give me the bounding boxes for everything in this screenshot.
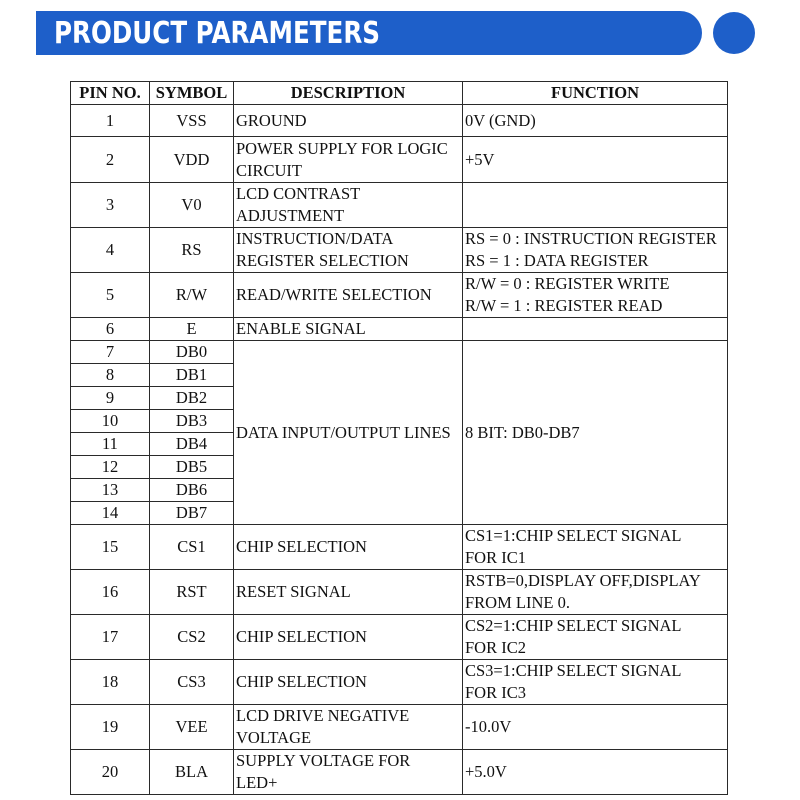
function-cell (463, 750, 728, 795)
pin-number-cell: 17 (71, 615, 150, 660)
pin-number-cell: 15 (71, 525, 150, 570)
function-cell (463, 705, 728, 750)
pin-number-cell: 3 (71, 183, 150, 228)
pin-number-cell: 4 (71, 228, 150, 273)
pin-number-cell: 16 (71, 570, 150, 615)
data-lines-function-cell (463, 341, 728, 525)
pin-number-cell: 5 (71, 273, 150, 318)
function-line: CS2=1:CHIP SELECT SIGNAL (465, 616, 682, 635)
function-line: -10.0V (465, 717, 512, 736)
description-cell (234, 183, 463, 228)
pin-number-cell: 12 (71, 456, 150, 479)
symbol-cell: V0 (150, 183, 234, 228)
symbol-cell: R/W (150, 273, 234, 318)
function-cell (463, 660, 728, 705)
description-line: VOLTAGE (236, 728, 312, 747)
description-line: LCD CONTRAST (236, 184, 361, 203)
function-line: RS = 0 : INSTRUCTION REGISTER (465, 229, 717, 248)
description-line: INSTRUCTION/DATA (236, 229, 394, 248)
pin-number-cell: 8 (71, 364, 150, 387)
function-line: R/W = 0 : REGISTER WRITE (465, 274, 670, 293)
description-line: LCD DRIVE NEGATIVE (236, 706, 410, 725)
symbol-cell: CS2 (150, 615, 234, 660)
table-body (71, 105, 728, 795)
description-line: LED+ (236, 773, 278, 792)
function-line: CS1=1:CHIP SELECT SIGNAL (465, 526, 682, 545)
pin-number-cell: 19 (71, 705, 150, 750)
table-row (71, 105, 728, 137)
function-line: R/W = 1 : REGISTER READ (465, 296, 663, 315)
symbol-cell: CS1 (150, 525, 234, 570)
symbol-cell: VEE (150, 705, 234, 750)
function-cell (463, 183, 728, 228)
pin-number-cell: 10 (71, 410, 150, 433)
description-cell (234, 273, 463, 318)
table-row (71, 183, 728, 228)
symbol-cell: DB7 (150, 502, 234, 525)
description-line: GROUND (236, 110, 307, 130)
function-line: FOR IC2 (465, 638, 526, 657)
description-cell (234, 318, 463, 341)
description-line: ADJUSTMENT (236, 206, 345, 225)
symbol-cell: DB0 (150, 341, 234, 364)
description-line: CIRCUIT (236, 160, 302, 180)
function-line: +5.0V (465, 762, 507, 781)
function-cell (463, 615, 728, 660)
table-header-row (71, 82, 728, 105)
description-cell (234, 615, 463, 660)
function-cell (463, 228, 728, 273)
header-symbol: SYMBOL (150, 82, 234, 105)
symbol-cell: VDD (150, 137, 234, 183)
title-banner (36, 11, 702, 55)
function-line: 8 BIT: DB0-DB7 (465, 422, 580, 442)
description-cell (234, 705, 463, 750)
function-cell (463, 273, 728, 318)
data-lines-description-cell (234, 341, 463, 525)
pin-number-cell: 18 (71, 660, 150, 705)
pin-number-cell: 6 (71, 318, 150, 341)
table-row (71, 750, 728, 795)
function-cell (463, 105, 728, 137)
symbol-cell: DB3 (150, 410, 234, 433)
description-cell (234, 228, 463, 273)
symbol-cell: DB6 (150, 479, 234, 502)
description-line: ENABLE SIGNAL (236, 319, 366, 338)
function-line: CS3=1:CHIP SELECT SIGNAL (465, 661, 682, 680)
description-cell (234, 137, 463, 183)
pin-number-cell: 2 (71, 137, 150, 183)
symbol-cell: DB5 (150, 456, 234, 479)
symbol-cell: BLA (150, 750, 234, 795)
function-line: FOR IC3 (465, 683, 526, 702)
description-line: RESET SIGNAL (236, 582, 351, 601)
pin-number-cell: 14 (71, 502, 150, 525)
description-line: READ/WRITE SELECTION (236, 285, 432, 304)
pin-number-cell: 9 (71, 387, 150, 410)
decorative-circle (713, 12, 755, 54)
pin-number-cell: 1 (71, 105, 150, 137)
table-row (71, 341, 728, 364)
table-row (71, 570, 728, 615)
description-line: POWER SUPPLY FOR LOGIC (236, 138, 448, 158)
table-row (71, 615, 728, 660)
symbol-cell: DB4 (150, 433, 234, 456)
symbol-cell: RST (150, 570, 234, 615)
function-cell (463, 318, 728, 341)
description-line: REGISTER SELECTION (236, 251, 409, 270)
symbol-cell: CS3 (150, 660, 234, 705)
description-line: CHIP SELECTION (236, 672, 367, 691)
symbol-cell: DB1 (150, 364, 234, 387)
description-cell (234, 750, 463, 795)
description-cell (234, 570, 463, 615)
function-line: FOR IC1 (465, 548, 526, 567)
table-row (71, 318, 728, 341)
table-row (71, 273, 728, 318)
function-cell (463, 570, 728, 615)
function-cell (463, 525, 728, 570)
symbol-cell: VSS (150, 105, 234, 137)
description-cell (234, 660, 463, 705)
symbol-cell: E (150, 318, 234, 341)
header-description: DESCRIPTION (234, 82, 463, 105)
description-line: CHIP SELECTION (236, 537, 367, 556)
page-title: PRODUCT PARAMETERS (54, 15, 381, 51)
pin-number-cell: 20 (71, 750, 150, 795)
function-line: RSTB=0,DISPLAY OFF,DISPLAY (465, 571, 701, 590)
table-row (71, 660, 728, 705)
pin-number-cell: 13 (71, 479, 150, 502)
pin-number-cell: 7 (71, 341, 150, 364)
header-pin-no: PIN NO. (71, 82, 150, 105)
table-row (71, 525, 728, 570)
function-line: 0V (GND) (465, 110, 536, 130)
function-line: RS = 1 : DATA REGISTER (465, 251, 649, 270)
description-line: SUPPLY VOLTAGE FOR (236, 751, 411, 770)
symbol-cell: DB2 (150, 387, 234, 410)
table-row (71, 705, 728, 750)
symbol-cell: RS (150, 228, 234, 273)
description-line: DATA INPUT/OUTPUT LINES (236, 422, 451, 442)
header-function: FUNCTION (463, 82, 728, 105)
function-line: +5V (465, 149, 495, 169)
table-row (71, 228, 728, 273)
description-cell (234, 525, 463, 570)
function-line: FROM LINE 0. (465, 593, 570, 612)
table-row (71, 137, 728, 183)
pin-parameters-table (70, 81, 728, 795)
pin-number-cell: 11 (71, 433, 150, 456)
function-cell (463, 137, 728, 183)
description-line: CHIP SELECTION (236, 627, 367, 646)
description-cell (234, 105, 463, 137)
